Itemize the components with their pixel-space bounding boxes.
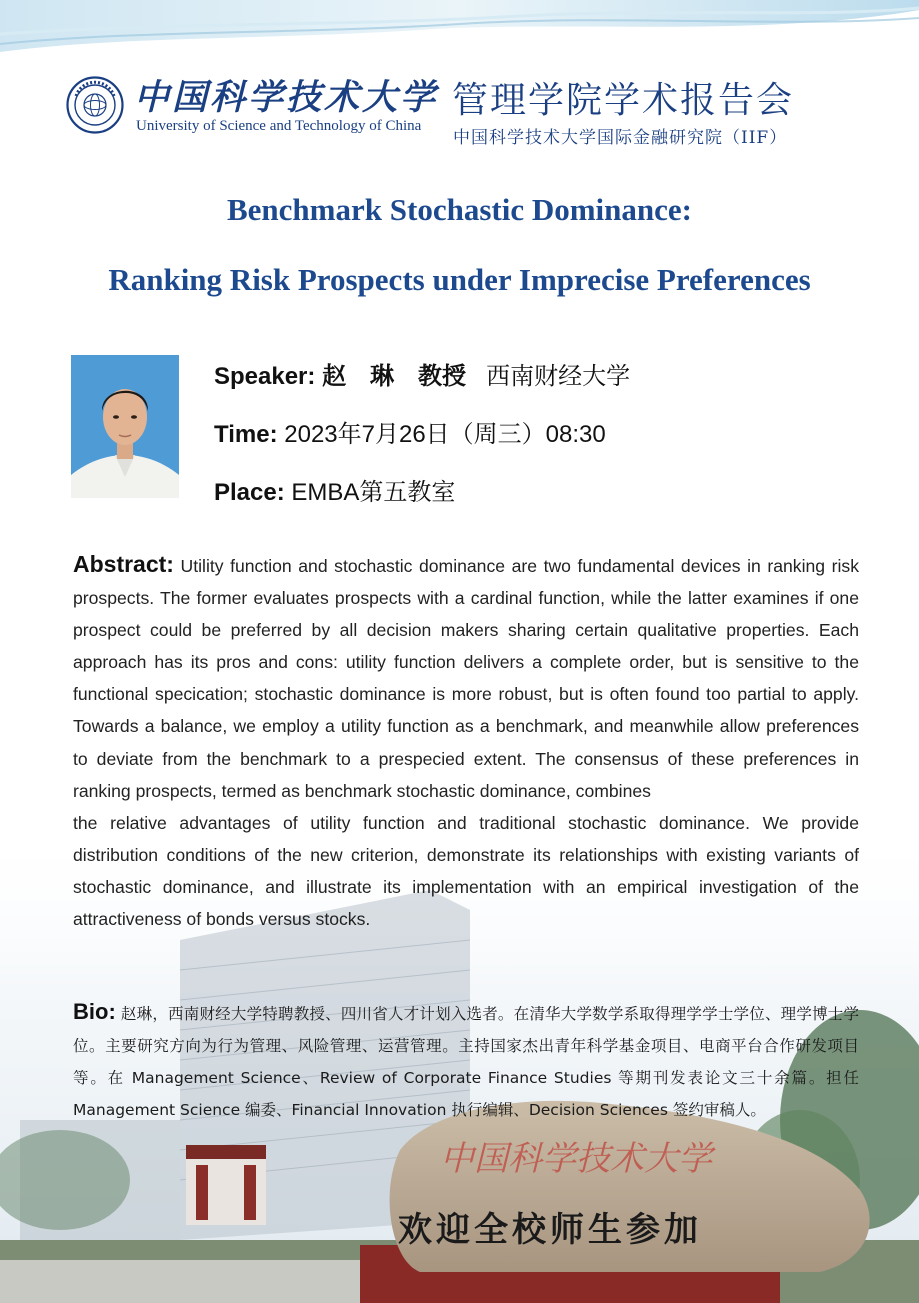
bio-section: [73, 996, 859, 1126]
university-name-en: University of Science and Technology of China: [136, 118, 422, 134]
speaker-photo: [71, 355, 179, 498]
talk-title-line2: Ranking Risk Prospects under Imprecise Preferences: [108, 262, 811, 297]
place-line: [214, 472, 455, 507]
abstract-section: [73, 548, 859, 935]
event-subtitle: 中国科学技术大学国际金融研究院（IIF）: [453, 128, 788, 148]
bio-text: 赵琳，西南财经大学特聘教授、四川省人才计划入选者。在清华大学数学系取得理学学士学位、理学博士学位。主要研究方向为行为管理、风险管理、运营管理。主持国家杰出青年科学基金项目、电商平台合作研发项目等。在 Management Science、Review of Corporate Finance Studies 等期刊发表论文三十余篇。担任 Management Science 编委、Financial Innovation 执行编辑、Decision Sciences 签约审稿人。: [73, 1005, 859, 1119]
place-value: EMBA第五教室: [291, 479, 456, 506]
time-label: Time:: [214, 421, 278, 448]
speaker-name: 赵 琳 教授: [322, 363, 467, 390]
speaker-line: [214, 356, 630, 391]
time-value: 2023年7月26日（周三）08:30: [284, 421, 606, 448]
talk-title-line1: Benchmark Stochastic Dominance:: [227, 192, 692, 227]
rock-inscription-text: 中国科学技术大学: [440, 1139, 712, 1179]
time-line: [214, 414, 606, 449]
university-name-cn: 中国科学技术大学: [134, 77, 439, 118]
speaker-affiliation: 西南财经大学: [486, 363, 631, 390]
abstract-label: Abstract:: [73, 551, 174, 577]
bio-label: Bio:: [73, 999, 116, 1024]
abstract-text-part1: Utility function and stochastic dominance are two fundamental devices in ranking risk prospects. The former evaluates prospects with a cardinal function, while the latter examines if one prospect could be preferred by all decision makers sharing certain qualitative properties. Each approach has its pros and cons: utility function delivers a complete order, but is sensitive to the functional specication; stochastic dominance is more robust, but is often found too partial to apply. Towards a balance, we employ a utility function as a benchmark, and meanwhile allow preferences to deviate from the benchmark to a prespecied extent. The consensus of these preferences in ranking prospects, termed as benchmark stochastic dominance, combines: [73, 556, 859, 801]
event-title: 管理学院学术报告会: [452, 80, 795, 121]
welcome-text: 欢迎全校师生参加: [398, 1210, 702, 1250]
speaker-label: Speaker:: [214, 363, 316, 390]
abstract-text-part2: the relative advantages of utility function and traditional stochastic dominance. We provide distribution conditions of the new criterion, demonstrate its relationships with existing variants of stochastic dominance, and illustrate its implementation with an empirical investigation of the attractiveness of bonds versus stocks.: [73, 812, 859, 930]
place-label: Place:: [214, 479, 285, 506]
university-seal-icon: [66, 76, 124, 134]
top-wave-decoration: [0, 0, 919, 60]
